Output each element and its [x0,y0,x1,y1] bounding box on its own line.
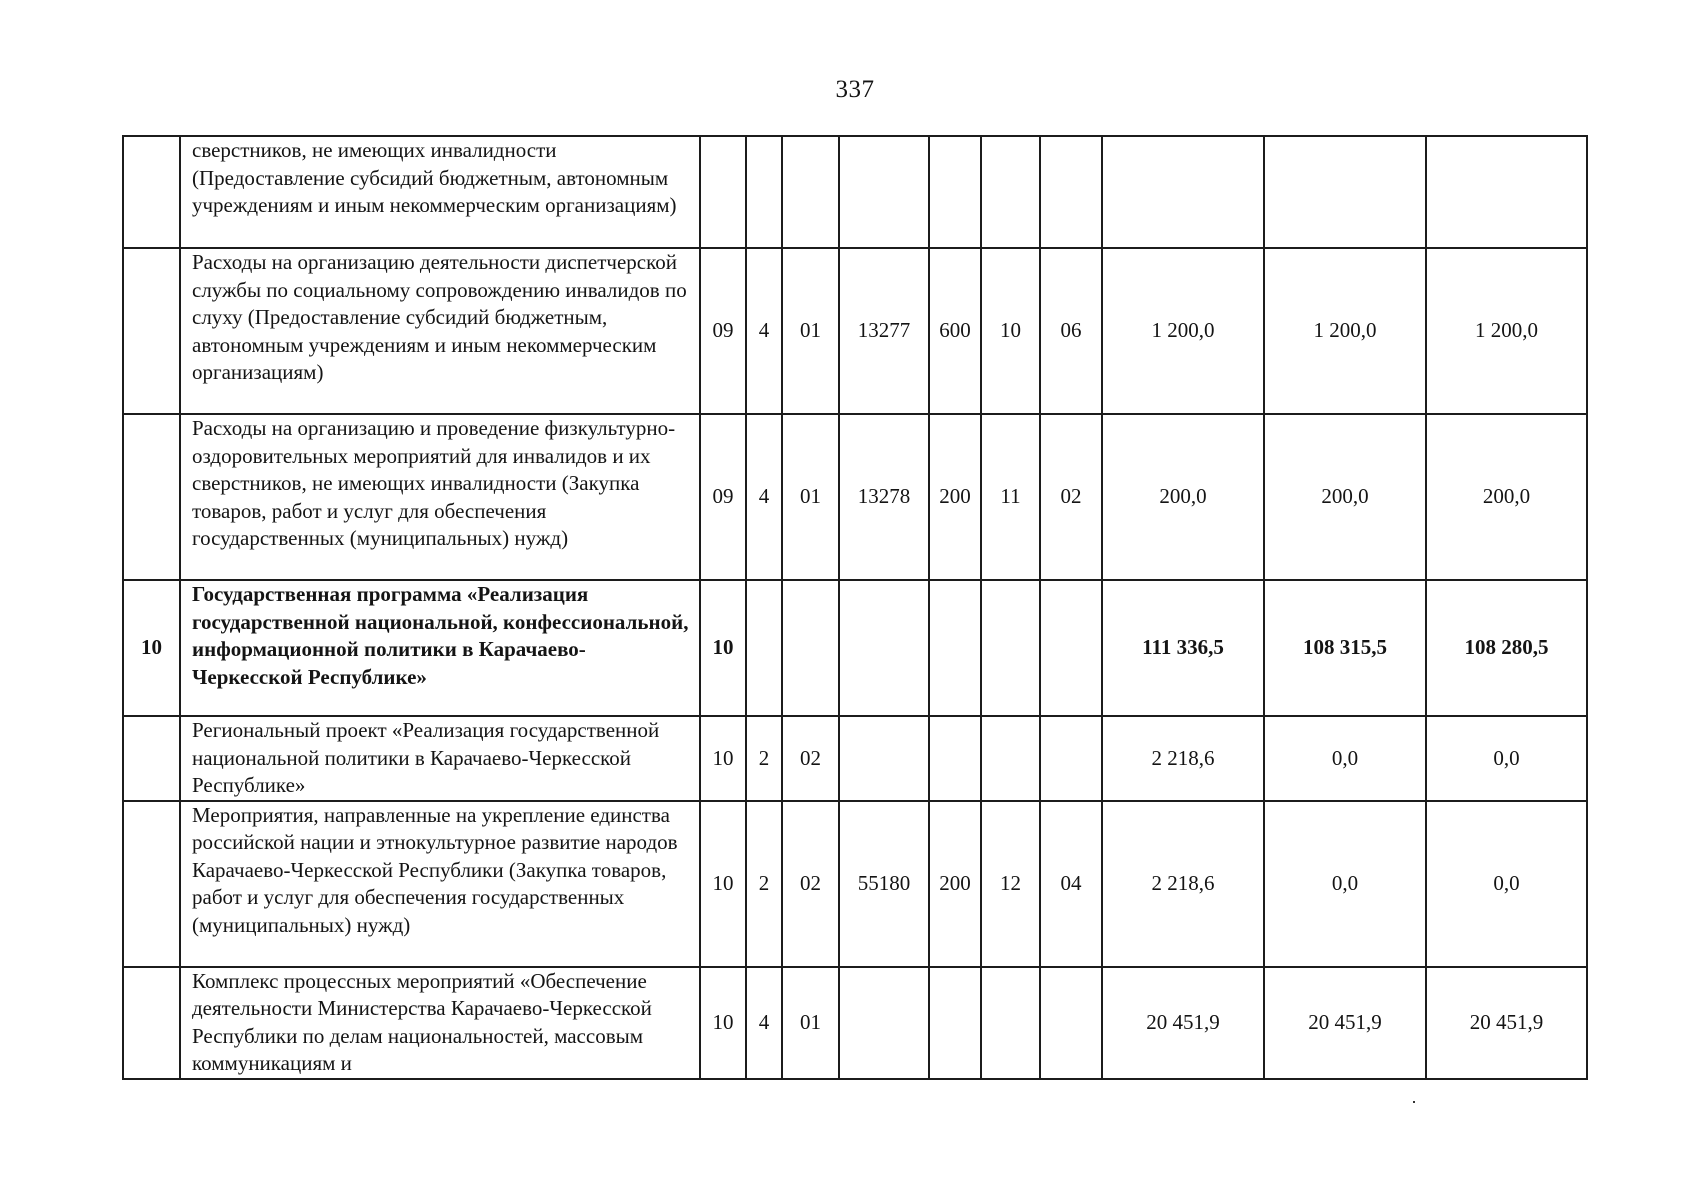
code-event: 02 [782,716,839,801]
scan-speck [1413,1101,1415,1103]
amount-year-1: 2 218,6 [1102,716,1264,801]
code-subsection: 02 [1040,414,1102,580]
amount-year-1: 200,0 [1102,414,1264,580]
code-subprogram [746,580,782,716]
code-section: 10 [981,248,1040,414]
code-program: 10 [700,580,746,716]
code-program [700,136,746,248]
code-subsection: 06 [1040,248,1102,414]
row-description: Мероприятия, направленные на укрепление единства российской нации и этнокультурное развитие народов Карачаево-Черкесской Республики (Закупка товаров, работ и услуг для обеспечения государственных (муниципальных) нужд) [180,801,700,967]
table-row [123,967,1587,1079]
row-description: Расходы на организацию и проведение физкультурно-оздоровительных мероприятий для инвалидов и их сверстников, не имеющих инвалидности (Закупка товаров, работ и услуг для обеспечения государственных (муниципальных) нужд) [180,414,700,580]
code-direction: 13277 [839,248,929,414]
code-program: 10 [700,967,746,1079]
row-description: Комплекс процессных мероприятий «Обеспечение деятельности Министерства Карачаево-Черкесской Республики по делам национальностей, массовым коммуникациям и [180,967,700,1079]
code-expense-type [929,580,981,716]
code-direction [839,580,929,716]
amount-year-2: 0,0 [1264,716,1426,801]
code-section [981,967,1040,1079]
amount-year-2: 0,0 [1264,801,1426,967]
row-number [123,136,180,248]
code-expense-type [929,136,981,248]
code-section [981,716,1040,801]
code-program: 10 [700,716,746,801]
code-event: 01 [782,967,839,1079]
amount-year-3: 108 280,5 [1426,580,1587,716]
code-direction [839,136,929,248]
code-program: 09 [700,248,746,414]
code-subprogram: 2 [746,801,782,967]
page-number: 337 [835,76,875,103]
code-expense-type: 600 [929,248,981,414]
amount-year-1: 111 336,5 [1102,580,1264,716]
amount-year-3 [1426,136,1587,248]
row-number [123,414,180,580]
amount-year-2 [1264,136,1426,248]
row-number [123,967,180,1079]
code-subsection [1040,967,1102,1079]
code-program: 09 [700,414,746,580]
amount-year-3: 20 451,9 [1426,967,1587,1079]
code-event [782,136,839,248]
table-row [123,136,1587,248]
amount-year-1: 1 200,0 [1102,248,1264,414]
amount-year-1 [1102,136,1264,248]
code-event: 01 [782,248,839,414]
code-event: 02 [782,801,839,967]
budget-table [122,135,1588,1080]
amount-year-2: 20 451,9 [1264,967,1426,1079]
amount-year-3: 0,0 [1426,716,1587,801]
code-subprogram: 4 [746,248,782,414]
code-subprogram [746,136,782,248]
amount-year-3: 0,0 [1426,801,1587,967]
code-subprogram: 4 [746,414,782,580]
table-row [123,716,1587,801]
amount-year-2: 108 315,5 [1264,580,1426,716]
amount-year-2: 200,0 [1264,414,1426,580]
row-number [123,801,180,967]
amount-year-1: 20 451,9 [1102,967,1264,1079]
code-expense-type: 200 [929,801,981,967]
row-description: Региональный проект «Реализация государственной национальной политики в Карачаево-Черкесской Республике» [180,716,700,801]
row-description: Государственная программа «Реализация государственной национальной, конфессиональной, информационной политики в Карачаево-Черкесской Республике» [180,580,700,716]
table-row [123,248,1587,414]
code-subsection [1040,716,1102,801]
row-number [123,716,180,801]
code-expense-type [929,967,981,1079]
code-section: 12 [981,801,1040,967]
code-subsection: 04 [1040,801,1102,967]
table-row [123,801,1587,967]
code-expense-type: 200 [929,414,981,580]
row-number: 10 [123,580,180,716]
table-row [123,580,1587,716]
code-direction: 13278 [839,414,929,580]
code-subprogram: 4 [746,967,782,1079]
row-description: сверстников, не имеющих инвалидности (Предоставление субсидий бюджетным, автономным учреждениям и иным некоммерческим организациям) [180,136,700,248]
row-description: Расходы на организацию деятельности диспетчерской службы по социальному сопровождению инвалидов по слуху (Предоставление субсидий бюджетным, автономным учреждениям и иным некоммерческим организациям) [180,248,700,414]
table-body [123,136,1587,1079]
code-subsection [1040,580,1102,716]
code-program: 10 [700,801,746,967]
code-expense-type [929,716,981,801]
amount-year-3: 200,0 [1426,414,1587,580]
code-section: 11 [981,414,1040,580]
code-direction [839,716,929,801]
amount-year-3: 1 200,0 [1426,248,1587,414]
code-event [782,580,839,716]
code-section [981,136,1040,248]
row-number [123,248,180,414]
code-subprogram: 2 [746,716,782,801]
amount-year-2: 1 200,0 [1264,248,1426,414]
code-subsection [1040,136,1102,248]
code-direction [839,967,929,1079]
code-section [981,580,1040,716]
amount-year-1: 2 218,6 [1102,801,1264,967]
code-direction: 55180 [839,801,929,967]
code-event: 01 [782,414,839,580]
table-row [123,414,1587,580]
